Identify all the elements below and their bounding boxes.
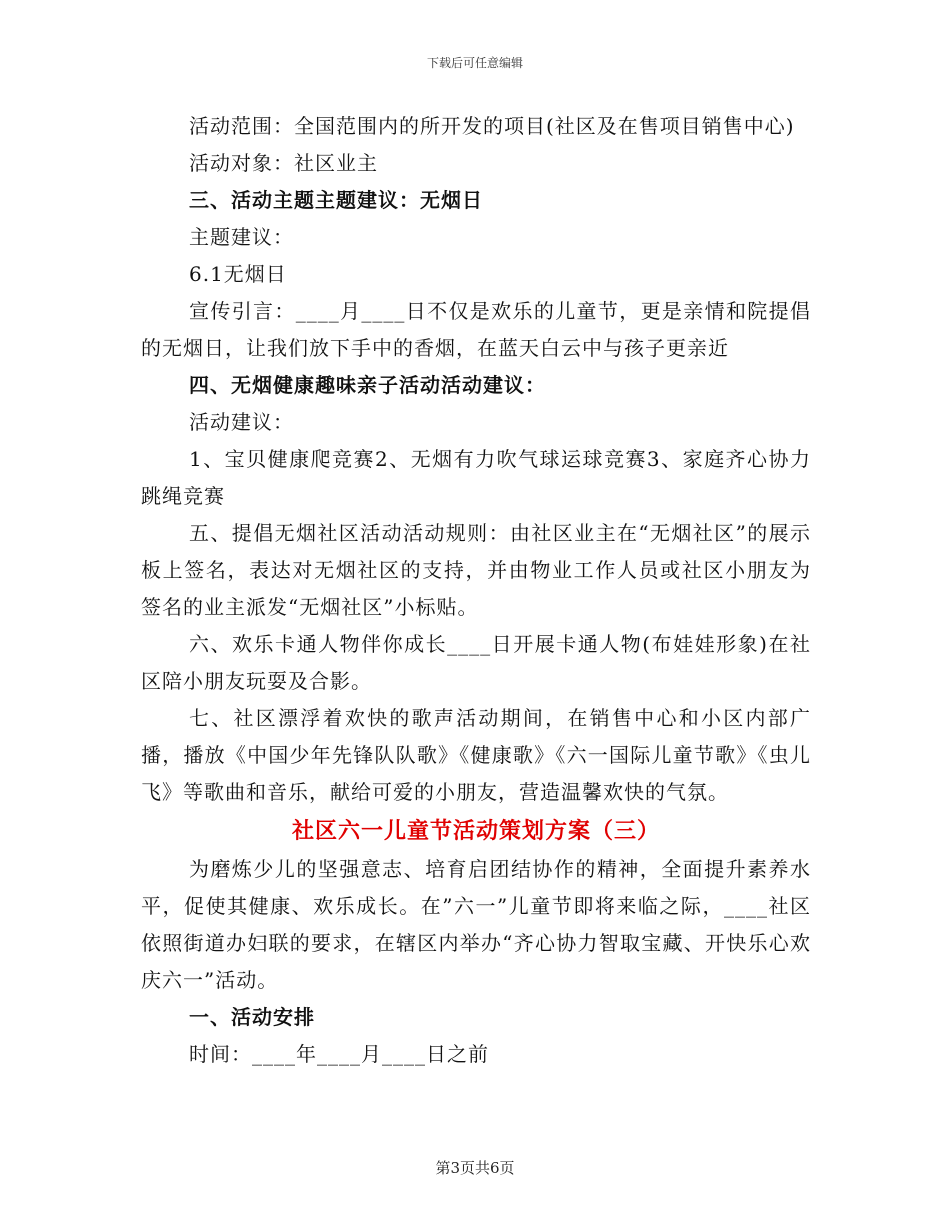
paragraph-intro: 为磨炼少儿的坚强意志、培育启团结协作的精神，全面提升素养水平，促使其健康、欢乐成长。在”六一”儿童节即将来临之际，____社区依照街道办妇联的要求，在辖区内举办“齐心协力智取宝藏、开快乐心欢庆六一”活动。 xyxy=(141,857,811,992)
heading-activities: 四、无烟健康趣味亲子活动活动建议： xyxy=(189,373,546,397)
page-footer: 第3页共6页 xyxy=(435,1159,515,1177)
section-title: 社区六一儿童节活动策划方案（三） xyxy=(291,818,660,844)
page-header: 下载后可任意编辑 xyxy=(426,56,523,70)
paragraph-time: 时间：____年____月____日之前 xyxy=(189,1042,489,1066)
paragraph-activities-list: 1、宝贝健康爬竞赛2、无烟有力吹气球运球竞赛3、家庭齐心协力跳绳竞赛 xyxy=(141,447,811,508)
paragraph-audience: 活动对象：社区业主 xyxy=(189,151,378,175)
paragraph-section-7: 七、社区漂浮着欢快的歌声活动期间，在销售中心和小区内部广播，播放《中国少年先锋队队歌》《健康歌》《六一国际儿童节歌》《虫儿飞》等歌曲和音乐，献给可爱的小朋友，营造温馨欢快的气氛。 xyxy=(141,706,811,804)
paragraph-theme-value: 6.1无烟日 xyxy=(189,262,287,286)
heading-arrangement: 一、活动安排 xyxy=(189,1005,315,1029)
paragraph-section-6: 六、欢乐卡通人物伴你成长____日开展卡通人物(布娃娃形象)在社区陪小朋友玩耍及合影。 xyxy=(141,632,811,693)
paragraph-slogan: 宣传引言：____月____日不仅是欢乐的儿童节，更是亲情和院提倡的无烟日，让我们放下手中的香烟，在蓝天白云中与孩子更亲近 xyxy=(141,299,811,360)
paragraph-section-5: 五、提倡无烟社区活动活动规则：由社区业主在“无烟社区”的展示板上签名，表达对无烟社区的支持，并由物业工作人员或社区小朋友为签名的业主派发“无烟社区”小标贴。 xyxy=(141,521,811,619)
heading-theme: 三、活动主题主题建议：无烟日 xyxy=(189,188,483,212)
paragraph-activities-label: 活动建议： xyxy=(189,410,294,434)
paragraph-scope: 活动范围：全国范围内的所开发的项目(社区及在售项目销售中心) xyxy=(189,114,795,138)
document-body xyxy=(141,108,811,1073)
paragraph-theme-label: 主题建议： xyxy=(189,225,294,249)
